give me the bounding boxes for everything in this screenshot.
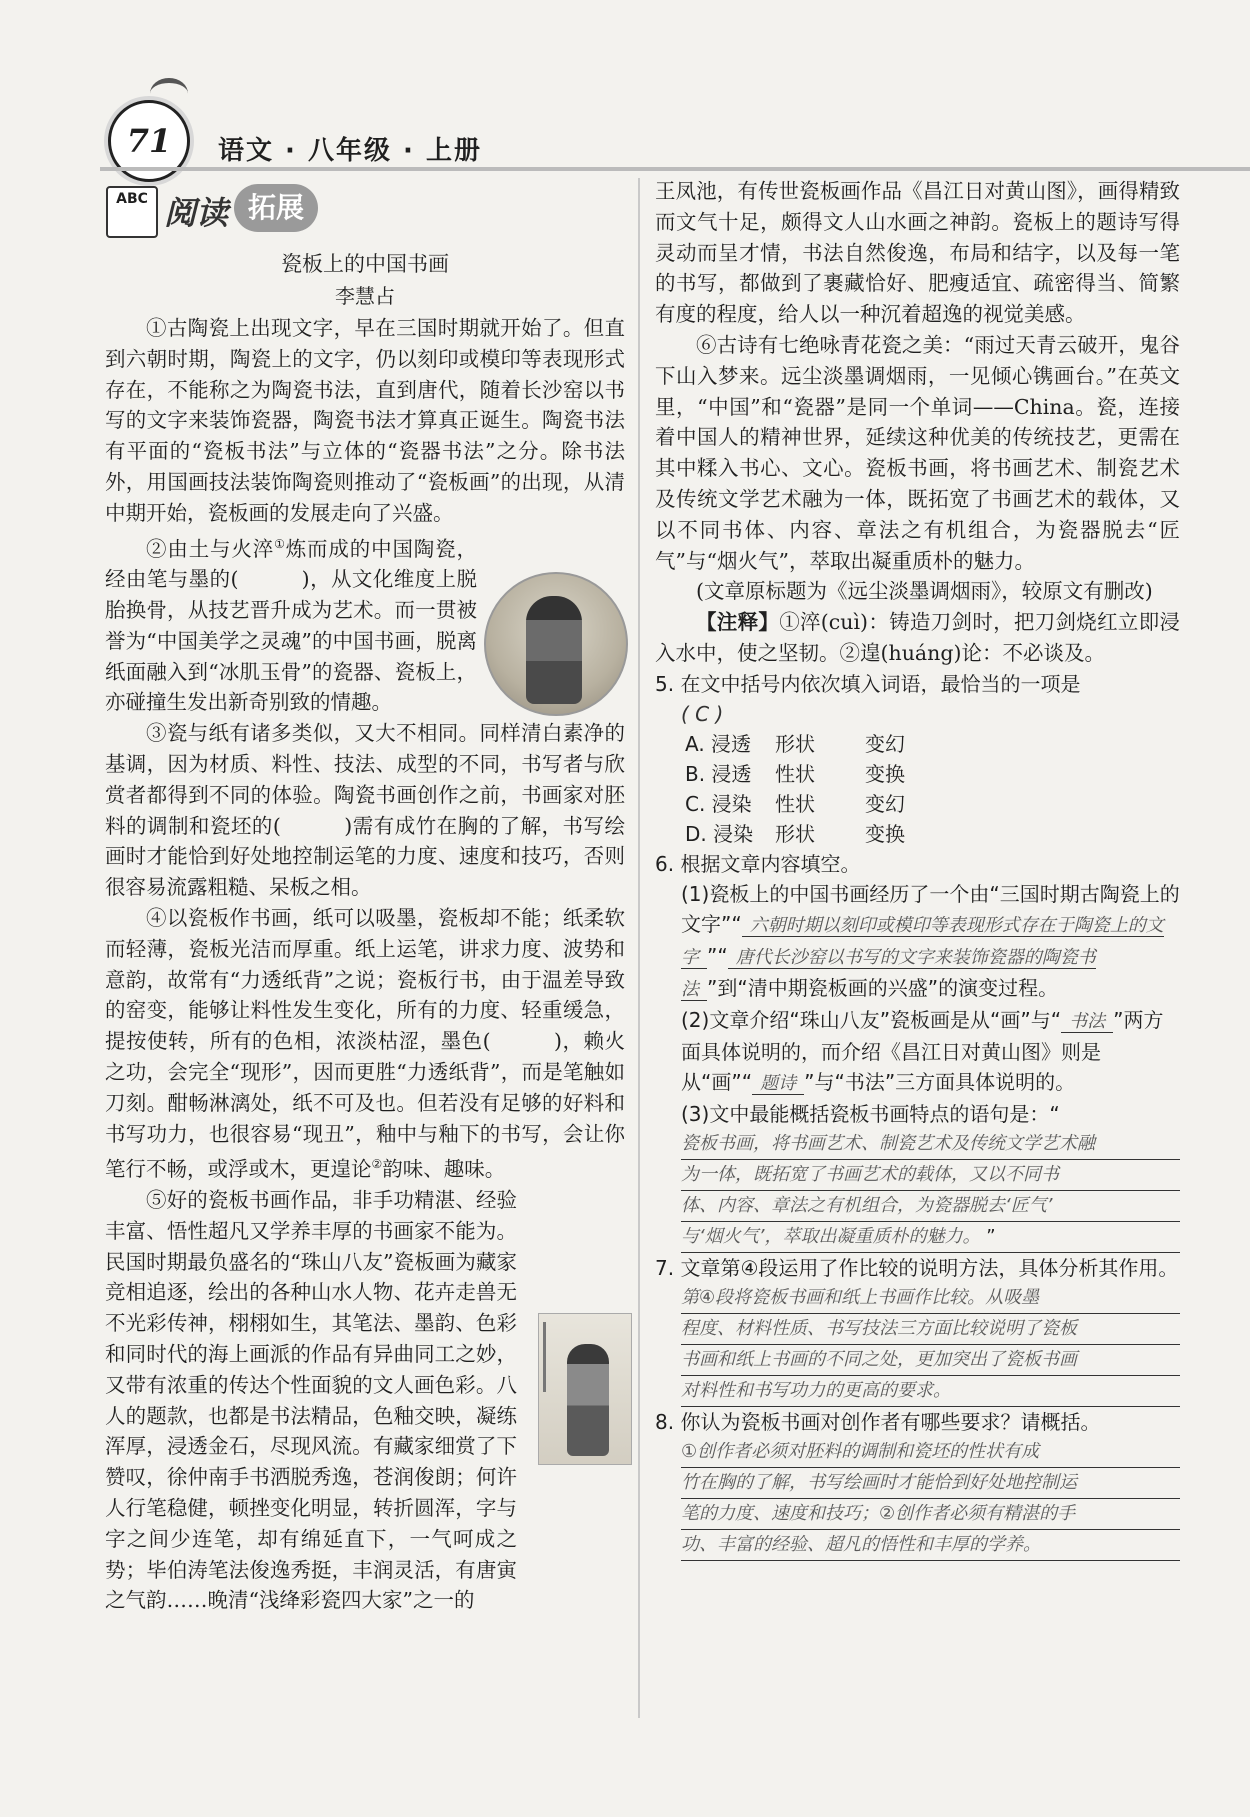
porcelain-painting-image-1 [484,572,628,716]
q7-answer [655,1283,1180,1407]
q8-answer [655,1437,1180,1561]
question-7: 7. 文章第④段运用了作比较的说明方法，具体分析其作用。 [655,1255,1179,1280]
article-author: 李慧占 [335,284,395,308]
question-6-3: (3)文中最能概括瓷板书画特点的语句是：“ [681,1101,1060,1126]
question-6-1: (1)瓷板上的中国书画经历了一个由“三国时期古陶瓷上的文字”“ 六朝时期以刻印或模印等表现形式存在于陶瓷上的文字 ”“ 唐代长沙窑以书写的文字来装饰瓷器的陶瓷书法 ”到“清中期瓷板画的兴盛”的演变过程。 [681,881,1180,1000]
article-title: 瓷板上的中国书画 [281,252,449,276]
answer-line: 笔的力度、速度和技巧；②创作者必须有精湛的手 [681,1499,1180,1530]
q6-2-answer-2: 题诗 [752,1073,804,1095]
q5-option-b: B. 浸透 性状 变换 [685,761,905,786]
paragraph-1: ①古陶瓷上出现文字，早在三国时期就开始了。但直到六朝时期，陶瓷上的文字，仍以刻印或模印等表现形式存在，不能称之为陶瓷书法，直到唐代，随着长沙窑以书写的文字来装饰瓷器，陶瓷书法才算真正诞生。陶瓷书法有平面的“瓷板书法”与立体的“瓷器书法”之分。除书法外，用国画技法装饰陶瓷则推动了“瓷板画”的出现，从清中期开始，瓷板画的发展走向了兴盛。 [105,316,625,525]
column-divider [638,178,640,1718]
paragraph-4: ④以瓷板作书画，纸可以吸墨，瓷板却不能；纸柔软而轻薄，瓷板光洁而厚重。纸上运笔，讲求力度、波势和意韵，故常有“力透纸背”之说；瓷板行书，由于温差导致的窑变，能够让料性发生变化，所有的力度、轻重缓急，提按使转，所有的色相，浓淡枯涩，墨色( )，赖火之功，会完全“现形”，因而更胜“力透纸背”，而是笔触如刀刻。酣畅淋漓处，纸不可及也。但若没有足够的好料和书写功力，也很容易“现丑”，釉中与釉下的书写，会让你笔行不畅，或浮或木，更遑论②韵味、趣味。 [105,905,625,1182]
q5-option-d: D. 浸染 形状 变换 [685,821,905,846]
answer-line: 与‘烟火气’，萃取出凝重质朴的魅力。 ” [681,1222,1180,1253]
paragraph-2: ②由土与火淬①炼而成的中国陶瓷，经由笔与墨的( )，从文化维度上脱胎换骨，从技艺晋升成为艺术。而一贯被誉为“中国美学之灵魂”的中国书画，脱离纸面融入到“冰肌玉骨”的瓷器、瓷板上，亦碰撞生发出新奇别致的情趣。 [105,536,477,715]
book-title: 语文 · 八年级 · 上册 [218,136,482,166]
answer-line: 体、内容、章法之有机组合，为瓷器脱去‘匠气’ [681,1191,1180,1222]
question-8: 8. 你认为瓷板书画对创作者有哪些要求？请概括。 [655,1409,1101,1434]
section-badge-title-b: 拓展 [234,184,318,232]
answer-line: 书画和纸上书画的不同之处，更加突出了瓷板书画 [681,1345,1180,1376]
answer-line: 瓷板书画，将书画艺术、制瓷艺术及传统文学艺术融 [681,1129,1180,1160]
question-5: 5. 在文中括号内依次填入词语，最恰当的一项是 [655,671,1081,696]
q5-option-a: A. 浸透 形状 变幻 [685,731,905,756]
abc-book-icon: ABC [106,186,158,238]
header-rule [100,167,1250,171]
answer-line: 竹在胸的了解，书写绘画时才能恰到好处地控制运 [681,1468,1180,1499]
q5-option-c: C. 浸染 性状 变幻 [685,791,905,816]
answer-line: 对料性和书写功力的更高的要求。 [681,1376,1180,1407]
right-column [655,176,1180,1561]
answer-line: ①创作者必须对胚料的调制和瓷坯的性状有成 [681,1437,1180,1468]
answer-line: 第④段将瓷板书画和纸上书画作比较。从吸墨 [681,1283,1180,1314]
paragraph-5-right: 王凤池，有传世瓷板画作品《昌江日对黄山图》，画得精致而文气十足，颇得文人山水画之神韵。瓷板上的题诗写得灵动而呈才情，书法自然俊逸，布局和结字，以及每一笔的书写，都做到了裹藏恰好、肥瘦适宜、疏密得当、简繁有度的程度，给人以一种沉着超逸的视觉美感。 [655,179,1180,327]
q6-2-answer-1: 书法 [1061,1011,1113,1033]
section-badge-title-a: 阅读 [164,194,229,232]
answer-line: 功、丰富的经验、超凡的悟性和丰厚的学养。 [681,1530,1180,1561]
answer-line: 程度、材料性质、书写技法三方面比较说明了瓷板 [681,1314,1180,1345]
article-notes: 【注释】①淬(cuì)：铸造刀剑时，把刀剑烧红立即浸入水中，使之坚韧。②遑(huáng)论：不必谈及。 [655,610,1180,665]
q6-3-answer [655,1129,1180,1253]
q6-1-answer-2: 唐代长沙窑以书写的文字来装饰瓷器的陶瓷书法 [681,946,1096,1000]
paragraph-6: ⑥古诗有七绝咏青花瓷之美：“雨过天青云破开，鬼谷下山入梦来。远尘淡墨调烟雨，一见倾心镌画台。”在英文里，“中国”和“瓷器”是同一个单词——China。瓷，连接着中国人的精神世界，延续这种优美的传统技艺，更需在其中糅入书心、文心。瓷板书画，将书画艺术、制瓷艺术及传统文学艺术融为一体，既拓宽了书画艺术的载体，又以不同书体、内容、章法之有机组合，为瓷器脱去“匠气”与“烟火气”，萃取出凝重质朴的魅力。 [655,332,1180,573]
question-6: 6. 根据文章内容填空。 [655,851,861,876]
page-number: 71 [108,100,190,182]
paragraph-5-left: ⑤好的瓷板书画作品，非手功精湛、经验丰富、悟性超凡又学养丰厚的书画家不能为。民国时期最负盛名的“珠山八友”瓷板画为藏家竞相追逐，绘出的各种山水人物、花卉走兽无不光彩传神，栩栩如生，其笔法、墨韵、色彩和同时代的海上画派的作品有异曲同工之妙，又带有浓重的传达个性面貌的文人画色彩。八人的题款，也都是书法精品，色釉交映，凝练浑厚，浸透金石，尽现风流。有藏家细赏了下赞叹，徐仲南手书洒脱秀逸，苍润俊朗；何许人行笔稳健，顿挫变化明显，转折圆浑，字与字之间少连笔，却有绵延直下，一气呵成之势；毕伯涛笔法俊逸秀挺，丰润灵活，有唐寅之气韵……晚清“浅绛彩瓷四大家”之一的 [105,1187,517,1613]
question-5-answer: ( C ) [681,701,724,726]
section-badge [106,180,326,242]
paragraph-3: ③瓷与纸有诸多类似，又大不相同。同样清白素净的基调，因为材质、料性、技法、成型的不同，书写者与欣赏者都得到不同的体验。陶瓷书画创作之前，书画家对胚料的调制和瓷坯的( )需有成竹在胸的了解，书写绘画时才能恰到好处地控制运笔的力度、速度和技巧，否则很容易流露粗糙、呆板之相。 [105,721,625,900]
answer-line: 为一体，既拓宽了书画艺术的载体，又以不同书 [681,1160,1180,1191]
article-source: (文章原标题为《远尘淡墨调烟雨》，较原文有删改) [696,579,1153,604]
q6-1-answer-1: 六朝时期以刻印或模印等表现形式存在于陶瓷上的文字 [681,914,1164,968]
question-6-2: (2)文章介绍“珠山八友”瓷板画是从“画”与“ 书法 ”两方面具体说明的，而介绍《昌江日对黄山图》则是从“画”“ 题诗 ”与“书法”三方面具体说明的。 [681,1007,1164,1094]
porcelain-painting-image-2 [538,1313,632,1465]
